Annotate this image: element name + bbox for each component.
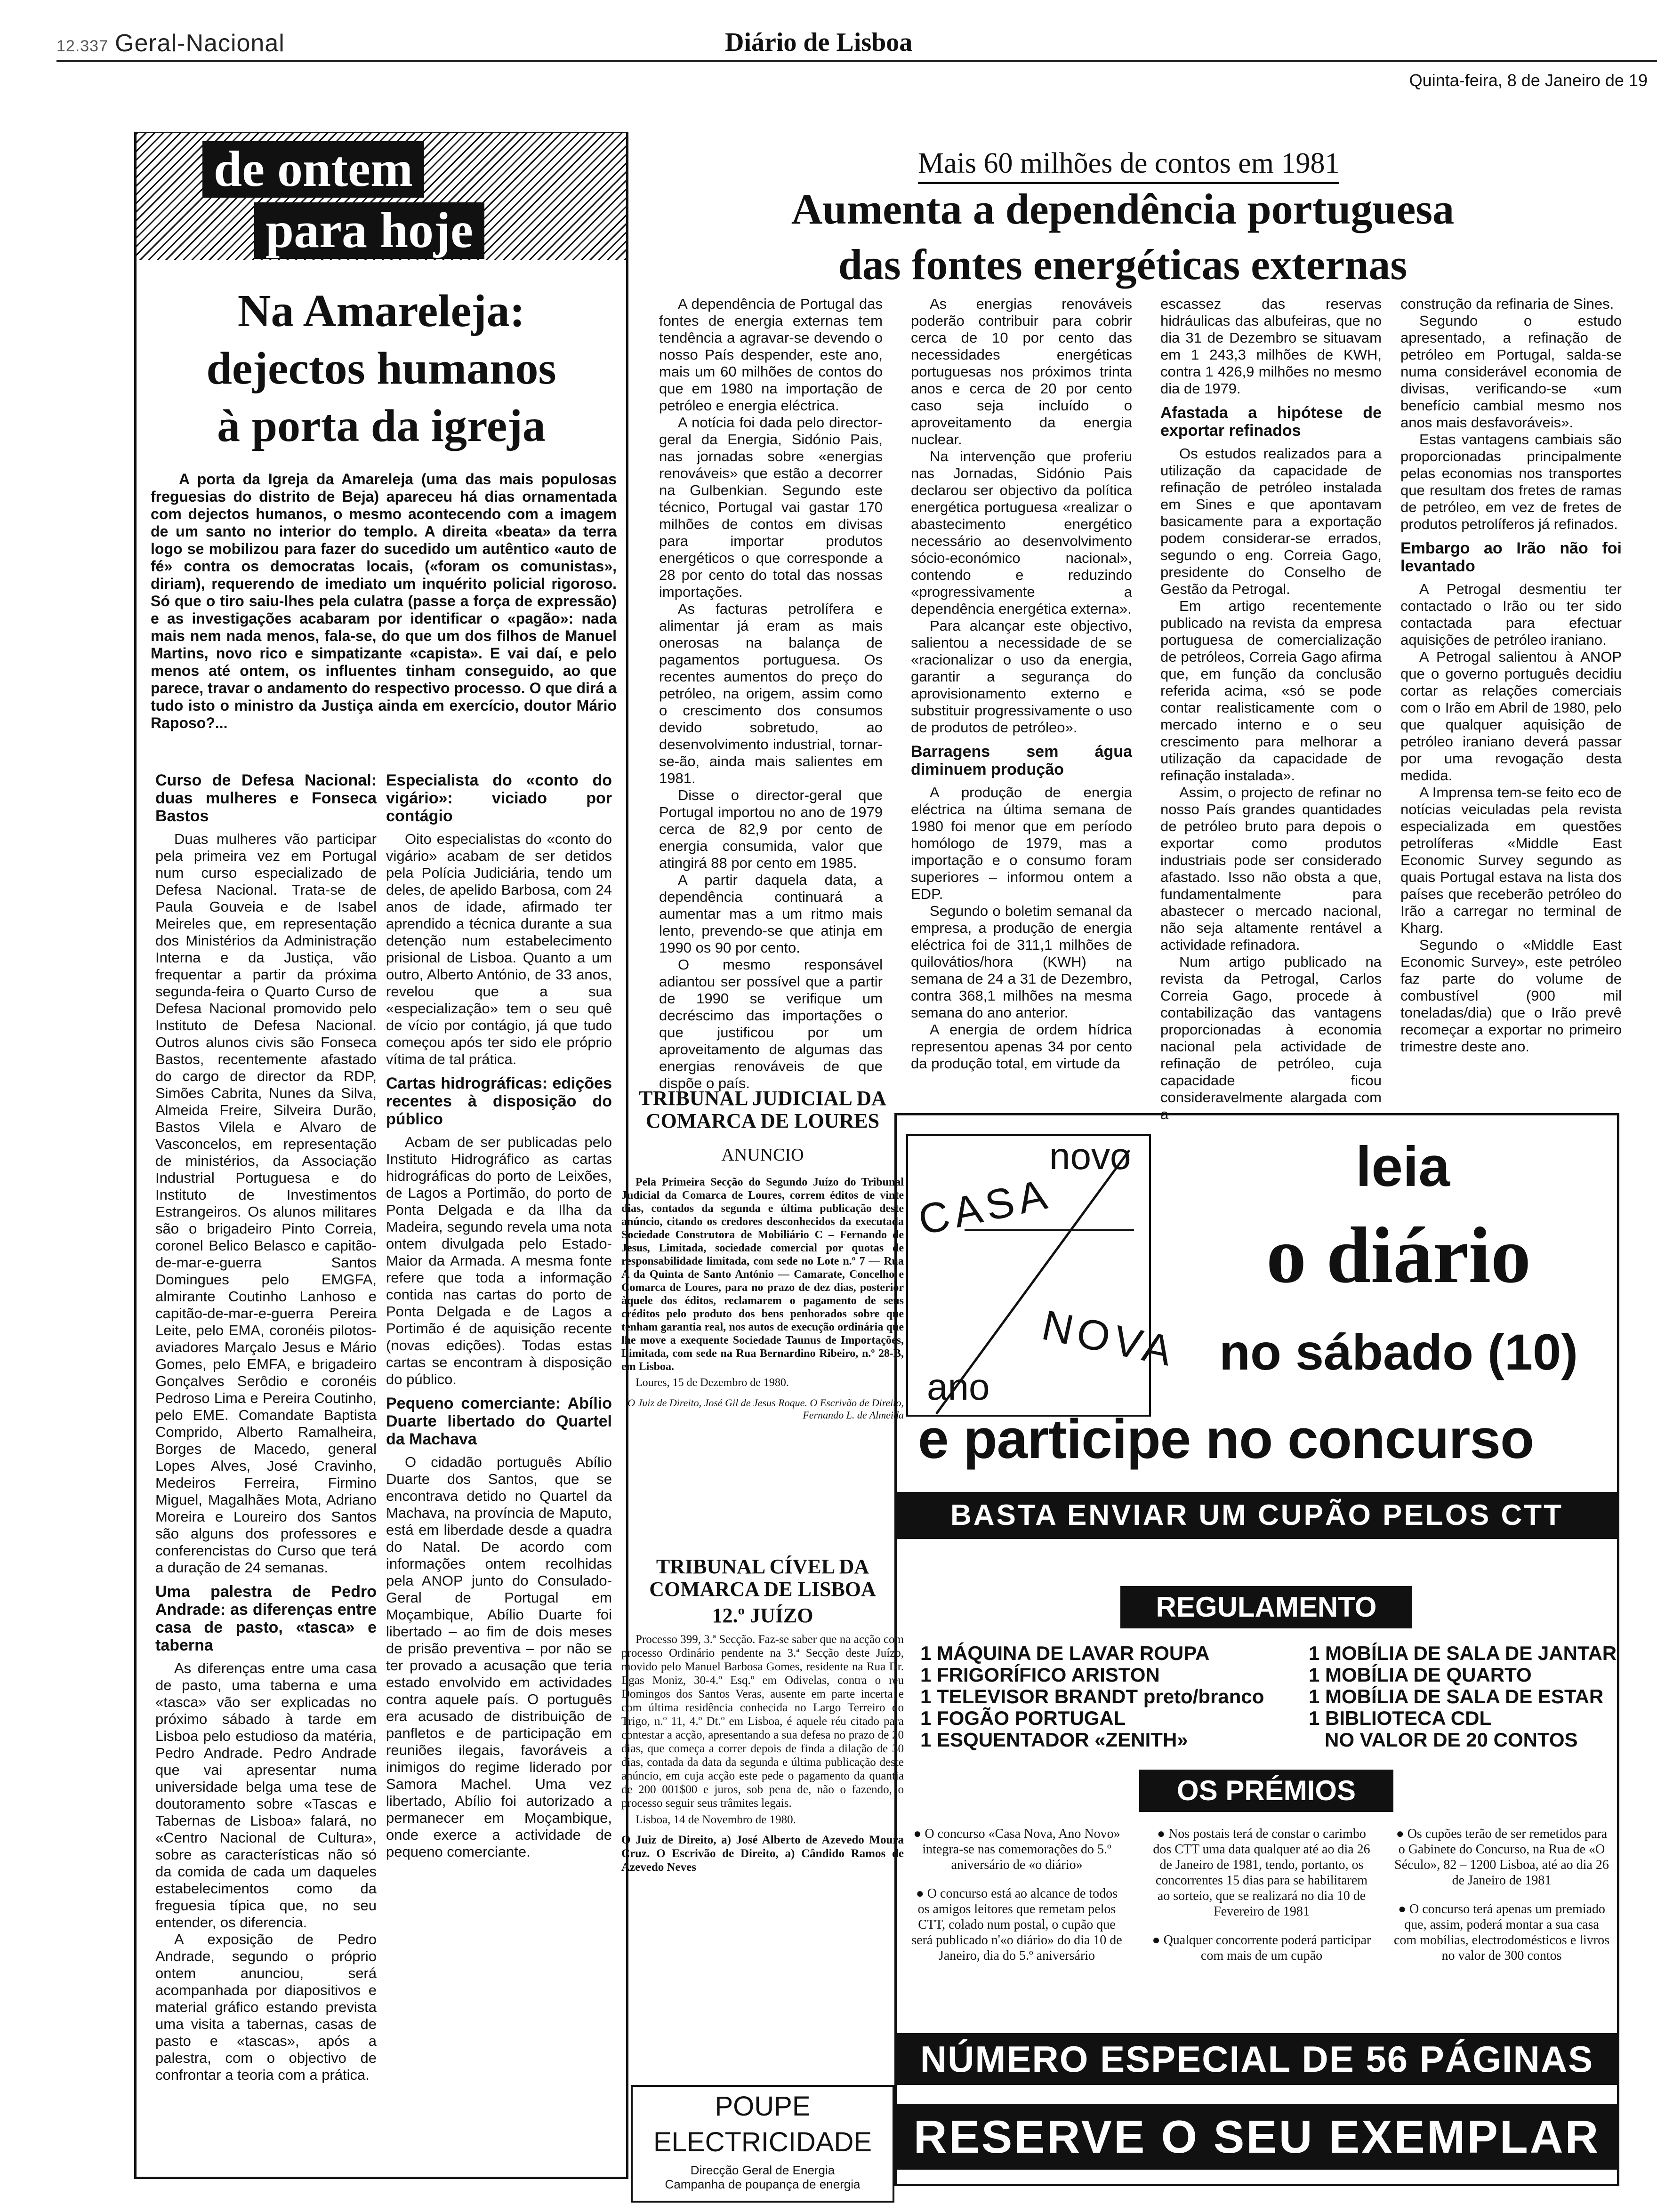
notice-body: Processo 399, 3.ª Secção. Faz-se saber que na acção com processo Ordinário pendente na 3.ª Secção deste Juízo, movido pelo Manuel Barbosa Gomes, residente na Rua Dr. Egas Moniz, 30-4.º Esq.º em Odivelas, contra o réu Domingos dos Santos Veras, ausente em parte incerta e com última residência conhecida no Largo Terreiro do Trigo, n.º 11, 4.º Dt.º em Lisboa, é aquele réu citado para contestar a acção, apresentando a sua defesa no prazo de 20 dias, que começa a correr depois de finda a dilação de 30 dias, contada da data da segunda e última publicação deste anúncio, em cuja acção este pede o pagamento da quantia de 200 001$00 e juros, sob pena de, não o fazendo, o processo seguir seus trâmites legais.	[621, 1633, 904, 1810]
poupe-label: POUPE	[715, 2091, 811, 2122]
article-paragraph: O mesmo responsável adiantou ser possível que a partir de 1990 se verifique um decréscimo das importações o que justificou por um aproveitamento de algumas das energias renováveis de que dispõe o país.	[659, 956, 883, 1091]
embargo-subheading: Embargo ao Irão não foi levantado	[1400, 539, 1622, 575]
palestra-headline: Uma palestra de Pedro Andrade: as diferenças entre casa de pasto, «tasca» e taberna	[155, 1583, 377, 1654]
cartas-body: Acbam de ser publicadas pelo Instituto Hidrográfico as cartas hidrográficas do porto de Leixões, de Lagos a Portimão, do porto de Ponta Delgada e da Ilha da Madeira, segundo revela uma nota ontem divulgada pelo Estado-Maior da Armada. A mesma fonte refere que toda a informação contida nas cartas do porto de Ponta Delgada e de Lagos a Portimão é de aquisição recente (novas edições). Todas estas cartas se encontram à disposição do público.	[386, 1134, 612, 1387]
column-label-2: para hoje	[254, 202, 484, 259]
rules-column-1	[909, 1826, 1125, 1964]
ad-sabado-text: no sábado (10)	[1219, 1323, 1578, 1380]
article-paragraph: Em artigo recentemente publicado na revista da empresa portuguesa de comercialização de petróleos, Correia Gago afirma que, em função da conclusão referida acima, «só se pode contar realisticamente com o mercado interno e o seu crescimento para melhorar a utilização da capacidade de refinação instalada».	[1160, 598, 1382, 784]
article-paragraph: A partir daquela data, a dependência continuará a aumentar mas a um ritmo mais lento, prevendo-se que atinja em 1990 os 90 por cento.	[659, 872, 883, 956]
amareleja-body: A porta da Igreja da Amareleja (uma das mais populosas freguesias do distrito de Beja) apareceu há dias ornamentada com dejectos humanos, o mesmo acontecendo com a imagem de um santo no interior do templo. A direita «beata» da terra logo se mobilizou para fazer do sucedido um autêntico «auto de fé» contra os democratas locais, («foram os comunistas», diriam), requerendo de imediato um inquérito policial rigoroso. Só que o tiro saiu-lhes pela culatra (passe a força de expressão) e as investigações acabaram por identificar o «pagão»: nada mais nem nada menos, fala-se, do que um dos filhos de Manuel Martins, novo rico e simpatizante «capista». E vai daí, e pelo menos até ontem, os influentes tinham conseguido, ao que parece, travar o andamento do respectivo processo. O que dirá a tudo isto o ministro da Justiça ainda em exercício, doutor Mário Raposo?...	[151, 471, 617, 731]
logo-word-ano: ano	[927, 1366, 990, 1408]
left-subcolumn-b	[386, 765, 612, 1860]
curso-headline: Curso de Defesa Nacional: duas mulheres e Fonseca Bastos	[155, 771, 377, 825]
ad-premios-banner: OS PRÉMIOS	[1139, 1770, 1393, 1812]
notice-title: TRIBUNAL CÍVEL DA COMARCA DE LISBOA	[649, 1555, 876, 1601]
article-headline-line-2: das fontes energéticas externas	[838, 240, 1408, 289]
prize-item: 1 MÁQUINA DE LAVAR ROUPA	[920, 1642, 1210, 1664]
barragens-subheading: Barragens sem água diminuem produção	[911, 743, 1132, 778]
article-paragraph: As facturas petrolífera e alimentar já eram as mais onerosas na balança de pagamentos portuguesa. Os recentes aumentos do preço do petróleo, na origem, assim como o crescimento dos consumos devido sobretudo, ao desenvolvimento industrial, tornar-se-ão, ainda mais salientes em 1981.	[659, 601, 883, 786]
lisboa-court-notice	[621, 1555, 904, 1874]
article-paragraph: A produção de energia eléctrica na última semana de 1980 foi menor que em período homólogo de 1979, mas a importação e o consumo foram superiores – informou ontem a EDP.	[911, 784, 1132, 902]
article-paragraph: Para alcançar este objectivo, salientou a necessidade de se «racionalizar o uso da energia, garantir a segurança do aprovisionamento externo e substituir progressivamente o uso de produtos de petróleo».	[911, 617, 1132, 736]
article-paragraph: construção da refinaria de Sines.	[1400, 296, 1614, 312]
rule-text: ● O concurso está ao alcance de todos os amigos leitores que remetam pelos CTT, colado num postal, o cupão que será publicado n'«o diário» do dia 10 de Janeiro, dia do 5.º aniversário	[911, 1886, 1122, 1963]
logo-word-casa: CASA	[914, 1170, 1056, 1244]
rules-column-2	[1149, 1826, 1375, 1964]
rules-column-3	[1393, 1826, 1610, 1964]
article-paragraph: Segundo o «Middle East Economic Survey», este petróleo faz parte do volume de combustível (900 mil toneladas/dia) que o Irão prevê recomeçar a exportar no primeiro trimestre deste ano.	[1400, 937, 1622, 1055]
palestra-body-1: As diferenças entre uma casa de pasto, uma taberna e uma «tasca» vão ser explicadas no próximo sábado à tarde em Lisboa pelo estudioso da matéria, Pedro Andrade. Pedro Andrade que vai apresentar numa universidade belga uma tese de doutoramento sobre «Tascas e Tabernas de Lisboa» falará, no «Centro Nacional de Cultura», sobre as características não só da comida de cada um daqueles estabelecimentos como da freguesia típica que, no seu entender, os diferencia.	[155, 1660, 377, 1931]
article-column-4	[1400, 296, 1622, 1055]
prize-item: 1 FRIGORÍFICO ARISTON	[920, 1664, 1160, 1686]
prize-list-right	[1309, 1643, 1617, 1751]
article-paragraph: As energias renováveis poderão contribuir para cobrir cerca de 10 por cento das necessidades energéticas portuguesas nos próximos trinta anos e cerca de 20 por cento caso seja incluído o aproveitamento da energia nuclear.	[911, 296, 1132, 448]
article-paragraph: Num artigo publicado na revista da Petrogal, Carlos Correia Gago, procede à contabilização das vantagens proporcionadas à economia nacional pela actividade de refinação de petróleo, cuja capacidade ficou consideravelmente alargada com a	[1160, 954, 1382, 1122]
refinados-subheading: Afastada a hipótese de exportar refinados	[1160, 404, 1382, 440]
cartas-headline: Cartas hidrográficas: edições recentes à disposição do público	[386, 1074, 612, 1128]
article-paragraph: A Petrogal desmentiu ter contactado o Irão ou ter sido contactada para efectuar aquisições de petróleo iraniano.	[1400, 581, 1622, 648]
notice-body: Pela Primeira Secção do Segundo Juízo do Tribunal Judicial da Comarca de Loures, correm éditos de vinte dias, contados da segunda e última publicação deste anúncio, citando os credores desconhecidos da executada Sociedade Construtora de Mobiliário C – Fernando de Jesus, Limitada, sociedade comercial por quotas de responsabilidade limitada, com sede no Lote n.º 7 — Rua A da Quinta de Santo António — Camarate, Concelho e Comarca de Loures, para no prazo de dez dias, posterior àquele dos éditos, reclamarem o pagamento de seus créditos pelo produto dos bens penhorados sobre que tenham garantia real, nos autos de execução ordinária que lhe move a exequente Sociedade Taunus de Importações, Limitada, com sede na Rua Bernardino Ribeiro, n.º 28-B, em Lisboa.	[621, 1176, 904, 1373]
page-marker: 12.337	[56, 37, 108, 55]
newspaper-name: Diário de Lisboa	[725, 28, 913, 57]
prize-item: 1 MOBÍLIA DE QUARTO	[1309, 1664, 1532, 1686]
poupe-campaign: Campanha de poupança de energia	[665, 2177, 861, 2191]
article-paragraph: Segundo o boletim semanal da empresa, a produção de energia eléctrica foi de 311,1 milhões de quilovátios/hora (KWH) na semana de 24 a 31 de Dezembro, contra 368,1 milhões na mesma semana do ano anterior.	[911, 903, 1132, 1021]
energy-saving-box	[631, 2085, 894, 2203]
logo-word-novo: novo	[1049, 1135, 1131, 1177]
ad-participe-text: e participe no concurso	[918, 1408, 1534, 1470]
header-rule	[56, 60, 1657, 62]
amareleja-headline	[141, 282, 621, 455]
prize-item: 1 BIBLIOTECA CDL	[1309, 1707, 1492, 1729]
rule-text: ● Os cupões terão de ser remetidos para o Gabinete do Concurso, na Rua de «O Século», 82 – 1200 Lisboa, até ao dia 26 de Janeiro de 1981	[1394, 1827, 1609, 1888]
rule-text: ● O concurso terá apenas um premiado que, assim, poderá montar a sua casa com mobílias, electrodomésticos e livros no valor de 300 contos	[1393, 1902, 1609, 1963]
loures-court-notice	[621, 1087, 904, 1421]
article-paragraph: Disse o director-geral que Portugal importou no ano de 1979 cerca de 82,9 por cento de energia consumida, valor que atingirá 88 por cento em 1985.	[659, 787, 883, 871]
article-kicker: Mais 60 milhões de contos em 1981	[918, 147, 1339, 184]
rule-text: ● Qualquer concorrente poderá participar com mais de um cupão	[1152, 1933, 1371, 1963]
article-column-3	[1160, 296, 1382, 1123]
article-paragraph: A dependência de Portugal das fontes de energia externas tem tendência a agravar-se devendo o nosso País despender, este ano, mais um 60 milhões de contos do que em 1980 na importação de petróleo e energia eléctrica.	[659, 296, 883, 414]
comerciante-headline: Pequeno comerciante: Abílio Duarte libertado do Quartel da Machava	[386, 1395, 612, 1448]
palestra-body-2: A exposição de Pedro Andrade, segundo o próprio ontem anunciou, será acompanhada por diapositivos e material gráfico estando prevista uma visita a tabernas, casas de pasto e «tascas», após a palestra, com o objectivo de confrontar a teoria com a prática.	[155, 1931, 377, 2083]
comerciante-body: O cidadão português Abílio Duarte dos Santos, que se encontrava detido no Quartel da Machava, na província de Maputo, está em liberdade desde a quadra do Natal. De acordo com informações ontem recolhidas pela ANOP junto do Consulado-Geral de Portugal em Moçambique, Abílio Duarte foi libertado – ao fim de dois meses de prisão preventiva – por não se ter provado a acusação que teria estado envolvido em actividades contra aquele país. O português era acusado de distribuição de panfletos e de participação em reuniões ilegais, favoráveis a inimigos do regime liderado por Samora Machel. Uma vez libertado, Abílio foi autorizado a permanecer em Moçambique, onde exerce a actividade de pequeno comerciante.	[386, 1454, 612, 1860]
poupe-sponsor: Direcção Geral de Energia	[690, 2163, 835, 2177]
article-paragraph: Segundo o estudo apresentado, a refinação de petróleo em Portugal, salda-se numa considerável economia de divisas, verificando-se «um benefício cambial mesmo nos anos mais desfavoráveis».	[1400, 313, 1622, 431]
rule-text: ● O concurso «Casa Nova, Ano Novo» integra-se nas comemorações do 5.º aniversário de «o diário»	[913, 1827, 1120, 1872]
article-paragraph: Assim, o projecto de refinar no nosso País grandes quantidades de petróleo bruto para depois o exportar como produtos industriais pode ser considerado afastado. Isso não obsta a que, fundamentalmente para abastecer o mercado nacional, não seja altamente rentável a actividade refinadora.	[1160, 784, 1382, 953]
article-paragraph: Na intervenção que proferiu nas Jornadas, Sidónio Pais declarou ser objectivo da política energética portuguesa «realizar o abastecimento energético necessário ao desenvolvimento sócio-económico nacional», contendo e reduzindo «progressivamente a dependência energética externa».	[911, 448, 1132, 617]
amareleja-headline-line-1: Na Amareleja:	[237, 286, 525, 337]
ad-basta-banner: BASTA ENVIAR UM CUPÃO PELOS CTT	[897, 1492, 1617, 1539]
article-paragraph: Estas vantagens cambiais são proporcionadas principalmente pelas economias nos transportes que resultam dos fretes de ramas de petróleo, em vez de fretes de produtos petrolíferos já refinados.	[1400, 431, 1622, 532]
amareleja-headline-line-2: dejectos humanos	[206, 343, 556, 394]
rule-text: ● Nos postais terá de constar o carimbo dos CTT uma data qualquer até ao dia 26 de Janeiro de 1981, tendo, portanto, os concorrentes 15 dias para se habilitarem ao sorteio, que se realizará no dia 10 de Fevereiro de 1981	[1153, 1827, 1370, 1919]
ad-odiario-text: o diário	[1266, 1211, 1531, 1299]
column-label-1: de ontem	[202, 141, 424, 198]
left-subcolumn-a	[155, 765, 377, 2084]
article-paragraph: A Imprensa tem-se feito eco de notícias veiculadas pela revista especializada em questões petrolíferas «Middle East Economic Survey segundo as quais Portugal estava na lista dos países que receberão petróleo do Irão a carregar no terminal de Kharg.	[1400, 784, 1622, 936]
issue-date: Quinta-feira, 8 de Janeiro de 19	[1409, 71, 1648, 90]
prize-item: 1 FOGÃO PORTUGAL	[920, 1707, 1126, 1729]
article-column-1	[659, 296, 883, 1092]
notice-signature: O Juiz de Direito, a) José Alberto de Azevedo Moura Cruz. O Escrivão de Direito, a) Cândido Ramos de Azevedo Neves	[621, 1834, 904, 1874]
article-headline	[635, 181, 1610, 292]
electricidade-label: ELECTRICIDADE	[653, 2127, 872, 2157]
notice-signature: O Juiz de Direito, José Gil de Jesus Roque. O Escrivão de Direito, Fernando L. de Almeida	[627, 1397, 904, 1421]
article-paragraph: Os estudos realizados para a utilização da capacidade de refinação de petróleo instalada em Sines e que apontavam basicamente para a exportação podem considerar-se errados, segundo o eng. Correia Gago, presidente do Conselho de Gestão da Petrogal.	[1160, 445, 1382, 597]
article-paragraph: A energia de ordem hídrica representou apenas 34 por cento da produção total, em virtude da	[911, 1021, 1132, 1072]
ad-numero-banner: NÚMERO ESPECIAL DE 56 PÁGINAS	[897, 2033, 1617, 2085]
logo-art	[908, 1135, 1181, 1415]
notice-subtitle: 12.º JUÍZO	[712, 1604, 813, 1627]
notice-date: Loures, 15 de Dezembro de 1980.	[635, 1377, 789, 1389]
article-paragraph: A notícia foi dada pelo director-geral da Energia, Sidónio Pais, nas jornadas sobre «energias renováveis» que estão a decorrer na Gulbenkian. Segundo este técnico, Portugal vai gastar 170 milhões de contos em divisas para importar produtos energéticos o que corresponde a 28 por cento do total das nossas importações.	[659, 414, 883, 600]
amareleja-headline-line-3: à porta da igreja	[217, 401, 546, 451]
ad-leia-text: leia	[1356, 1135, 1450, 1198]
notice-title: TRIBUNAL JUDICIAL DA COMARCA DE LOURES	[639, 1087, 886, 1132]
ad-regulamento-banner: REGULAMENTO	[1120, 1586, 1412, 1628]
prize-list-left	[920, 1643, 1264, 1751]
casa-nova-ano-novo-logo	[906, 1134, 1181, 1417]
section-name: Geral-Nacional	[115, 30, 285, 57]
logo-word-nova: NOVA	[1038, 1301, 1181, 1376]
article-paragraph: A Petrogal salientou à ANOP que o governo português decidiu cortar as relações comerciais com o Irão em Abril de 1980, pelo que qualquer aquisição de petróleo iraniano deverá passar por uma revogação desta medida.	[1400, 649, 1622, 784]
prize-item: 1 ESQUENTADOR «ZENITH»	[920, 1729, 1188, 1751]
prize-item: NO VALOR DE 20 CONTOS	[1325, 1729, 1578, 1751]
prize-item: 1 TELEVISOR BRANDT preto/branco	[920, 1685, 1264, 1707]
notice-date: Lisboa, 14 de Novembro de 1980.	[635, 1813, 796, 1826]
section-title	[56, 29, 285, 57]
ad-reserve-banner: RESERVE O SEU EXEMPLAR	[897, 2104, 1617, 2170]
conto-headline: Especialista do «conto do vigário»: viciado por contágio	[386, 771, 612, 825]
article-headline-line-1: Aumenta a dependência portuguesa	[791, 185, 1455, 233]
notice-subtitle: ANUNCIO	[721, 1145, 804, 1165]
prize-item: 1 MOBÍLIA DE SALA DE JANTAR	[1309, 1642, 1617, 1664]
article-column-2	[911, 296, 1132, 1072]
curso-body: Duas mulheres vão participar pela primeira vez em Portugal num curso especializado de Defesa Nacional. Trata-se de Paula Gouveia e de Isabel Meireles que, em representação dos Ministérios da Administração Interna e da Justiça, vão frequentar a partir da próxima segunda-feira o Quarto Curso de Defesa Nacional promovido pelo Instituto de Defesa Nacional. Outros alunos civis são Fonseca Bastos, recentemente afastado do cargo de director da RDP, Simões Cabrita, Nunes da Silva, Almeida Freire, Silveira Durão, Bastos Vilela e Alvaro de Vasconcelos, em representação de ministérios, da Associação Industrial Portuguesa e do Instituto de Investimentos Estrangeiros. Os alunos militares são o brigadeiro Pinto Correia, coronel Belico Belasco e capitão-de-mar-e-guerra Santos Domingues pelo EMGFA, almirante Coutinho Lanhoso e capitão-de-mar-e-guerra Pereira Leite, pelo EMA, coronéis pilotos-aviadores Marçalo Jesus e Mário Gomes, pelo EMFA, e brigadeiro Gonçalves Serôdio e coronéis Pedroso Lima e Pereira Coutinho, pelo EME. Comandate Baptista Comprido, Alberto Ramalheira, Borges de Macedo, general Lopes Alves, José Cravinho, Medeiros Ferreira, Firmino Miguel, Magalhães Mota, Adriano Moreira e Loureiro dos Santos são alguns dos professores e conferencistas do Curso que terá a duração de 24 semanas.	[155, 831, 377, 1576]
prize-item: 1 MOBÍLIA DE SALA DE ESTAR	[1309, 1685, 1604, 1707]
conto-body: Oito especialistas do «conto do vigário» acabam de ser detidos pela Polícia Judiciária, tendo um deles, de apelido Barbosa, com 24 anos de idade, afirmado ter aprendido a técnica durante a sua detenção num estabelecimento prisional de Lisboa. Quanto a um outro, Alberto António, de 33 anos, revelou que a sua «especialização» tem o seu quê de vício por contágio, já que tudo começou após ter sido ele próprio vítima de tal prática.	[386, 831, 612, 1067]
article-paragraph: escassez das reservas hidráulicas das albufeiras, que no dia 31 de Dezembro se situavam em 1 243,3 milhões de KWH, contra 1 426,9 milhões no mesmo dia de 1979.	[1160, 296, 1382, 397]
